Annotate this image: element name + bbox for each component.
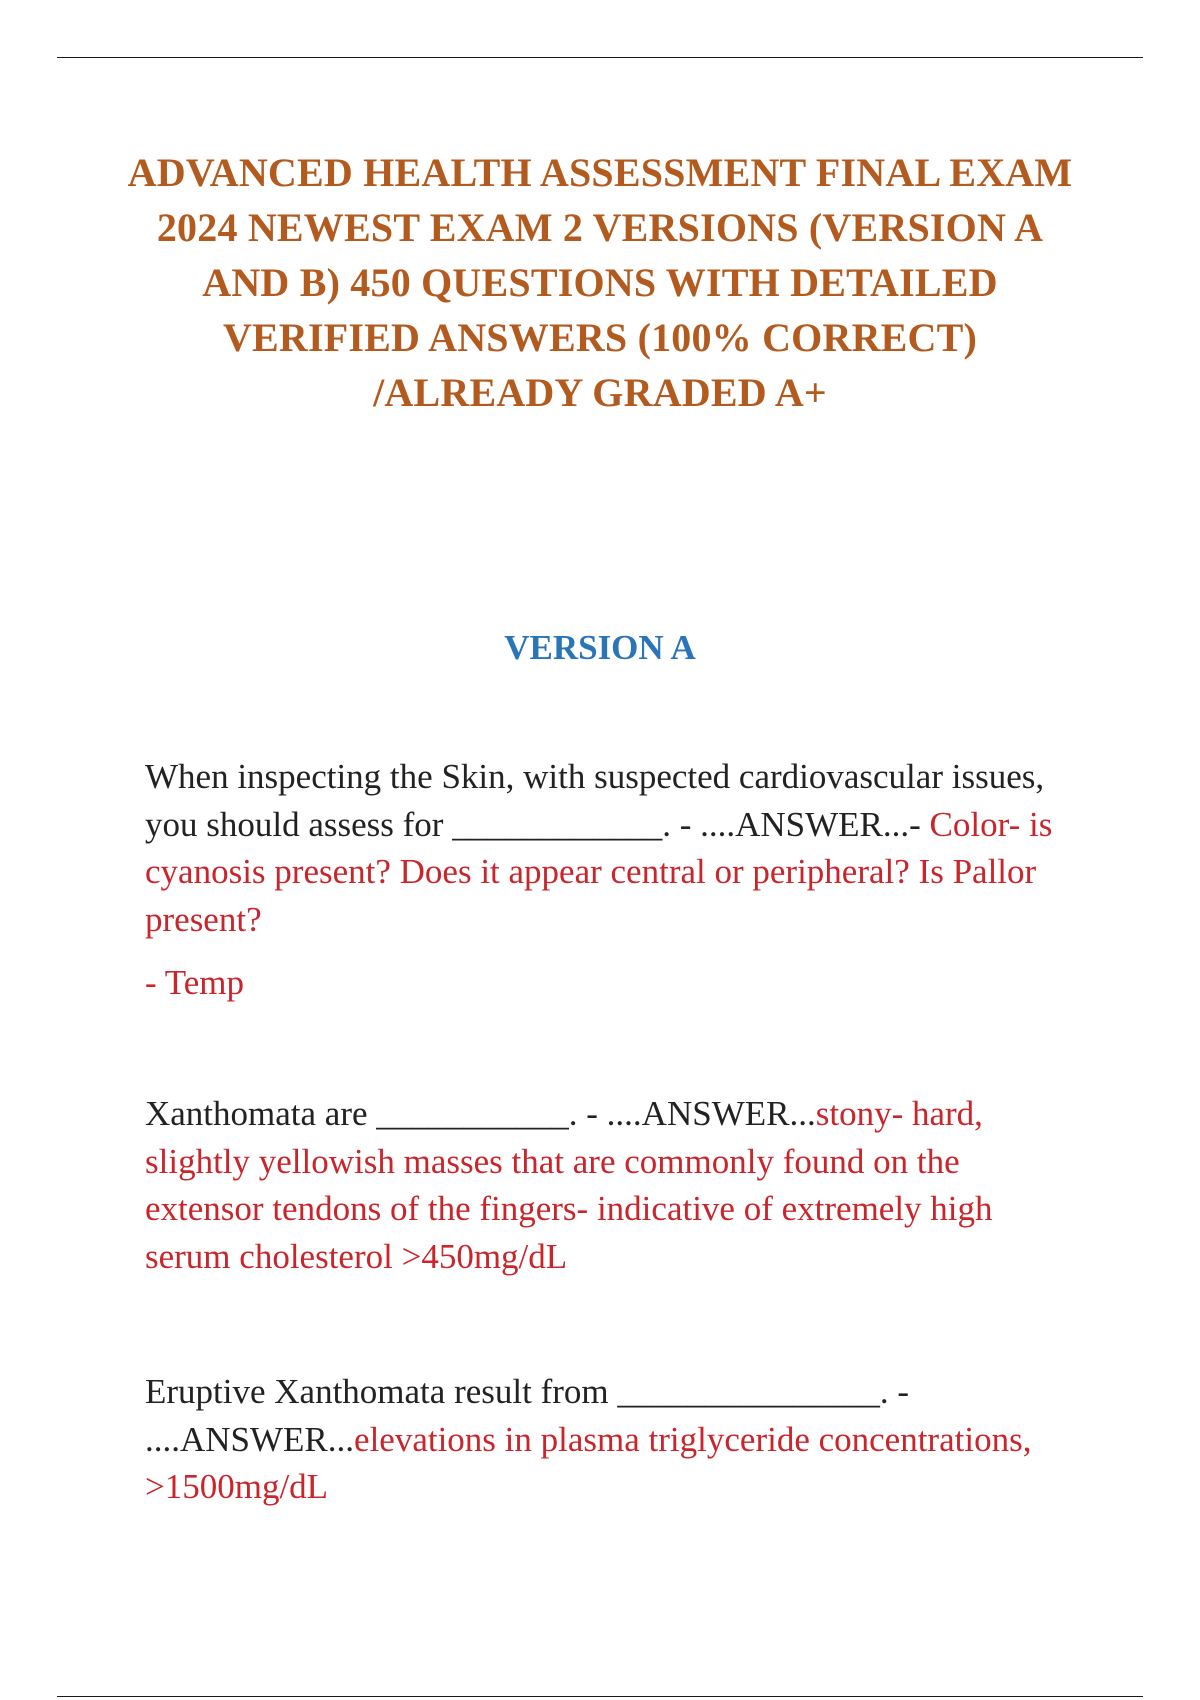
- answer-extra: - Temp: [145, 963, 244, 1002]
- question-block: [145, 1368, 1065, 1511]
- question-text: Eruptive Xanthomata result from _______________. - ....ANSWER...: [145, 1372, 910, 1459]
- question-text: Xanthomata are ___________. - ....ANSWER...: [145, 1094, 816, 1133]
- question-block: [145, 1090, 1065, 1280]
- version-heading: VERSION A: [504, 628, 696, 667]
- question-block: [145, 753, 1065, 1007]
- footer-rule: [57, 1696, 1143, 1697]
- answer-text: elevations in plasma triglyceride concentrations, >1500mg/dL: [145, 1419, 1032, 1506]
- header-rule: [57, 57, 1143, 58]
- answer-text: stony- hard, slightly yellowish masses that are commonly found on the extensor tendons of the fingers- indicative of extremely high serum cholesterol >450mg/dL: [145, 1094, 993, 1276]
- document-title: ADVANCED HEALTH ASSESSMENT FINAL EXAM 2024 NEWEST EXAM 2 VERSIONS (VERSION A AND B) 450 QUESTIONS WITH DETAILED VERIFIED ANSWERS (100% CORRECT) /ALREADY GRADED A+: [127, 150, 1073, 415]
- answer-text: Color- is cyanosis present? Does it appear central or peripheral? Is Pallor present?: [145, 804, 1053, 939]
- question-text: When inspecting the Skin, with suspected cardiovascular issues, you should assess for ____________. - ....ANSWER...-: [145, 757, 1045, 844]
